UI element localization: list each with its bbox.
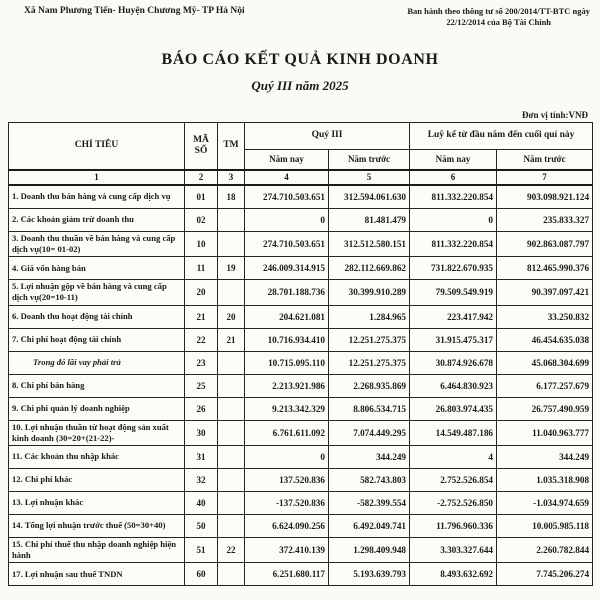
column-number: 6 [410, 170, 497, 185]
value-quarter-current-year: 2.213.921.986 [245, 374, 329, 397]
column-header-chi-tieu: CHỈ TIÊU [9, 122, 185, 170]
table-row [9, 374, 593, 397]
column-header-quarter-prior: Năm trước [329, 149, 410, 170]
column-header-tm: TM [218, 122, 245, 170]
value-quarter-prior-year: 344.249 [329, 445, 410, 468]
value-ytd-current-year: 8.493.632.692 [410, 563, 497, 586]
value-quarter-prior-year: 2.268.935.869 [329, 374, 410, 397]
table-row [9, 328, 593, 351]
row-code: 51 [185, 537, 218, 562]
value-ytd-current-year: 2.752.526.854 [410, 468, 497, 491]
row-tm-note [218, 468, 245, 491]
value-quarter-current-year: 10.716.934.410 [245, 328, 329, 351]
value-quarter-current-year: 137.520.836 [245, 468, 329, 491]
value-ytd-prior-year: 33.250.832 [497, 305, 593, 328]
row-tm-note [218, 280, 245, 305]
row-label: 4. Giá vốn hàng bán [9, 257, 185, 280]
value-ytd-prior-year: 7.745.206.274 [497, 563, 593, 586]
row-tm-note [218, 445, 245, 468]
value-ytd-prior-year: 10.005.985.118 [497, 514, 593, 537]
issuance-line-1: Ban hành theo thông tư số 200/2014/TT-BTC ngày [407, 6, 590, 16]
table-row [9, 420, 593, 445]
row-code: 50 [185, 514, 218, 537]
row-label: 8. Chi phí bán hàng [9, 374, 185, 397]
value-quarter-prior-year: 6.492.049.741 [329, 514, 410, 537]
table-row [9, 231, 593, 256]
row-label: 12. Chi phí khác [9, 468, 185, 491]
value-ytd-current-year: 79.509.549.919 [410, 280, 497, 305]
value-ytd-current-year: 4 [410, 445, 497, 468]
issuance-line-2: 22/12/2014 của Bộ Tài Chính [446, 17, 552, 28]
row-code: 01 [185, 185, 218, 209]
column-header-ytd-prior: Năm trước [497, 149, 593, 170]
row-tm-note [218, 514, 245, 537]
column-number: 5 [329, 170, 410, 185]
value-ytd-prior-year: 1.035.318.908 [497, 468, 593, 491]
row-code: 22 [185, 328, 218, 351]
organization-name: Xã Nam Phương Tiến- Huyện Chương Mỹ- TP Hà Nội [24, 6, 245, 16]
row-tm-note [218, 491, 245, 514]
value-quarter-current-year: 28.701.188.736 [245, 280, 329, 305]
row-code: 30 [185, 420, 218, 445]
row-tm-note: 20 [218, 305, 245, 328]
table-row [9, 185, 593, 209]
row-tm-note [218, 563, 245, 586]
table-row [9, 208, 593, 231]
column-group-ytd: Luỹ kế từ đầu năm đến cuối quí này [410, 122, 593, 149]
row-tm-note: 21 [218, 328, 245, 351]
value-ytd-prior-year: 235.833.327 [497, 208, 593, 231]
value-quarter-current-year: 274.710.503.651 [245, 231, 329, 256]
income-statement-table [8, 122, 593, 586]
value-quarter-current-year: 372.410.139 [245, 537, 329, 562]
row-tm-note [218, 231, 245, 256]
value-ytd-prior-year: 6.177.257.679 [497, 374, 593, 397]
value-ytd-prior-year: 11.040.963.777 [497, 420, 593, 445]
table-header [9, 122, 593, 170]
value-ytd-current-year: 31.915.475.317 [410, 328, 497, 351]
table-row [9, 257, 593, 280]
table-row [9, 468, 593, 491]
column-number: 4 [245, 170, 329, 185]
row-label: 9. Chi phí quản lý doanh nghiệp [9, 397, 185, 420]
value-quarter-prior-year: 312.594.061.630 [329, 185, 410, 209]
row-label: 5. Lợi nhuận gộp về bán hàng và cung cấp dịch vụ(20=10-11) [9, 280, 185, 305]
row-tm-note [218, 397, 245, 420]
table-row [9, 445, 593, 468]
value-quarter-current-year: 10.715.095.110 [245, 351, 329, 374]
row-label: 17. Lợi nhuận sau thuế TNDN [9, 563, 185, 586]
value-ytd-current-year: 223.417.942 [410, 305, 497, 328]
row-code: 21 [185, 305, 218, 328]
table-body [9, 185, 593, 586]
row-label: 6. Doanh thu hoạt động tài chính [9, 305, 185, 328]
value-quarter-current-year: 246.009.314.915 [245, 257, 329, 280]
value-quarter-prior-year: 12.251.275.375 [329, 351, 410, 374]
value-quarter-prior-year: -582.399.554 [329, 491, 410, 514]
value-ytd-prior-year: 2.260.782.844 [497, 537, 593, 562]
row-code: 31 [185, 445, 218, 468]
header-group-row [9, 122, 593, 149]
row-label: 11. Các khoản thu nhập khác [9, 445, 185, 468]
column-number: 1 [9, 170, 185, 185]
value-ytd-prior-year: 26.757.490.959 [497, 397, 593, 420]
value-ytd-current-year: 26.803.974.435 [410, 397, 497, 420]
table-row [9, 563, 593, 586]
row-code: 40 [185, 491, 218, 514]
value-ytd-current-year: 811.332.220.854 [410, 185, 497, 209]
value-quarter-prior-year: 1.298.409.948 [329, 537, 410, 562]
table-row [9, 305, 593, 328]
value-quarter-current-year: 9.213.342.329 [245, 397, 329, 420]
row-code: 11 [185, 257, 218, 280]
table-row [9, 351, 593, 374]
row-label: 14. Tổng lợi nhuận trước thuế (50=30+40) [9, 514, 185, 537]
row-tm-note [218, 374, 245, 397]
value-ytd-prior-year: 90.397.097.421 [497, 280, 593, 305]
value-ytd-prior-year: 46.454.635.038 [497, 328, 593, 351]
value-ytd-prior-year: -1.034.974.659 [497, 491, 593, 514]
value-ytd-prior-year: 903.098.921.124 [497, 185, 593, 209]
value-quarter-current-year: 0 [245, 445, 329, 468]
value-ytd-current-year: 811.332.220.854 [410, 231, 497, 256]
table-row [9, 537, 593, 562]
value-quarter-prior-year: 30.399.910.289 [329, 280, 410, 305]
row-tm-note: 22 [218, 537, 245, 562]
value-quarter-prior-year: 7.074.449.295 [329, 420, 410, 445]
value-quarter-current-year: 6.251.680.117 [245, 563, 329, 586]
value-ytd-prior-year: 902.863.087.797 [497, 231, 593, 256]
column-header-ma-so: MÃ SỐ [185, 122, 218, 170]
value-ytd-current-year: 30.874.926.678 [410, 351, 497, 374]
value-quarter-current-year: 6.624.090.256 [245, 514, 329, 537]
row-label: 2. Các khoản giảm trừ doanh thu [9, 208, 185, 231]
row-tm-note: 19 [218, 257, 245, 280]
value-quarter-current-year: -137.520.836 [245, 491, 329, 514]
row-code: 26 [185, 397, 218, 420]
row-label: 10. Lợi nhuận thuần từ hoạt động sản xuất kinh doanh (30=20+(21-22)- [9, 420, 185, 445]
value-ytd-current-year: 14.549.487.186 [410, 420, 497, 445]
row-code: 25 [185, 374, 218, 397]
row-tm-note [218, 420, 245, 445]
row-label: 3. Doanh thu thuần về bán hàng và cung cấp dịch vụ(10= 01-02) [9, 231, 185, 256]
page-header [8, 6, 592, 29]
table-row [9, 280, 593, 305]
value-ytd-current-year: 3.303.327.644 [410, 537, 497, 562]
report-subtitle: Quý III năm 2025 [251, 77, 349, 93]
value-ytd-prior-year: 344.249 [497, 445, 593, 468]
value-ytd-current-year: -2.752.526.850 [410, 491, 497, 514]
row-label: 15. Chi phí thuế thu nhập doanh nghiệp hiện hành [9, 537, 185, 562]
row-code: 10 [185, 231, 218, 256]
value-quarter-prior-year: 5.193.639.793 [329, 563, 410, 586]
report-title: BÁO CÁO KẾT QUẢ KINH DOANH [161, 50, 439, 68]
table-row [9, 491, 593, 514]
currency-unit-note: Đơn vị tính:VNĐ [522, 109, 588, 120]
value-quarter-prior-year: 12.251.275.375 [329, 328, 410, 351]
value-ytd-current-year: 731.822.670.935 [410, 257, 497, 280]
row-code: 20 [185, 280, 218, 305]
value-quarter-current-year: 204.621.081 [245, 305, 329, 328]
column-number-row [9, 170, 593, 185]
value-ytd-current-year: 6.464.830.923 [410, 374, 497, 397]
row-code: 60 [185, 563, 218, 586]
value-ytd-current-year: 0 [410, 208, 497, 231]
value-quarter-current-year: 274.710.503.651 [245, 185, 329, 209]
column-number: 3 [218, 170, 245, 185]
column-group-quarter: Quý III [245, 122, 410, 149]
value-ytd-prior-year: 45.068.304.699 [497, 351, 593, 374]
value-quarter-prior-year: 8.806.534.715 [329, 397, 410, 420]
row-label: Trong đó lãi vay phải trả [9, 351, 185, 374]
issuance-note [407, 6, 592, 29]
column-header-ytd-current: Năm nay [410, 149, 497, 170]
row-label: 13. Lợi nhuận khác [9, 491, 185, 514]
row-code: 02 [185, 208, 218, 231]
value-ytd-current-year: 11.796.960.336 [410, 514, 497, 537]
row-tm-note: 18 [218, 185, 245, 209]
row-label: 1. Doanh thu bán hàng và cung cấp dịch vụ [9, 185, 185, 209]
column-number: 2 [185, 170, 218, 185]
table-row [9, 514, 593, 537]
row-code: 32 [185, 468, 218, 491]
row-label: 7. Chi phí hoạt động tài chính [9, 328, 185, 351]
column-number: 7 [497, 170, 593, 185]
row-tm-note [218, 208, 245, 231]
value-quarter-current-year: 0 [245, 208, 329, 231]
value-quarter-prior-year: 582.743.803 [329, 468, 410, 491]
row-tm-note [218, 351, 245, 374]
value-ytd-prior-year: 812.465.990.376 [497, 257, 593, 280]
value-quarter-prior-year: 81.481.479 [329, 208, 410, 231]
value-quarter-prior-year: 1.284.965 [329, 305, 410, 328]
value-quarter-prior-year: 282.112.669.862 [329, 257, 410, 280]
column-header-quarter-current: Năm nay [245, 149, 329, 170]
value-quarter-current-year: 6.761.611.092 [245, 420, 329, 445]
value-quarter-prior-year: 312.512.580.151 [329, 231, 410, 256]
row-code: 23 [185, 351, 218, 374]
table-row [9, 397, 593, 420]
